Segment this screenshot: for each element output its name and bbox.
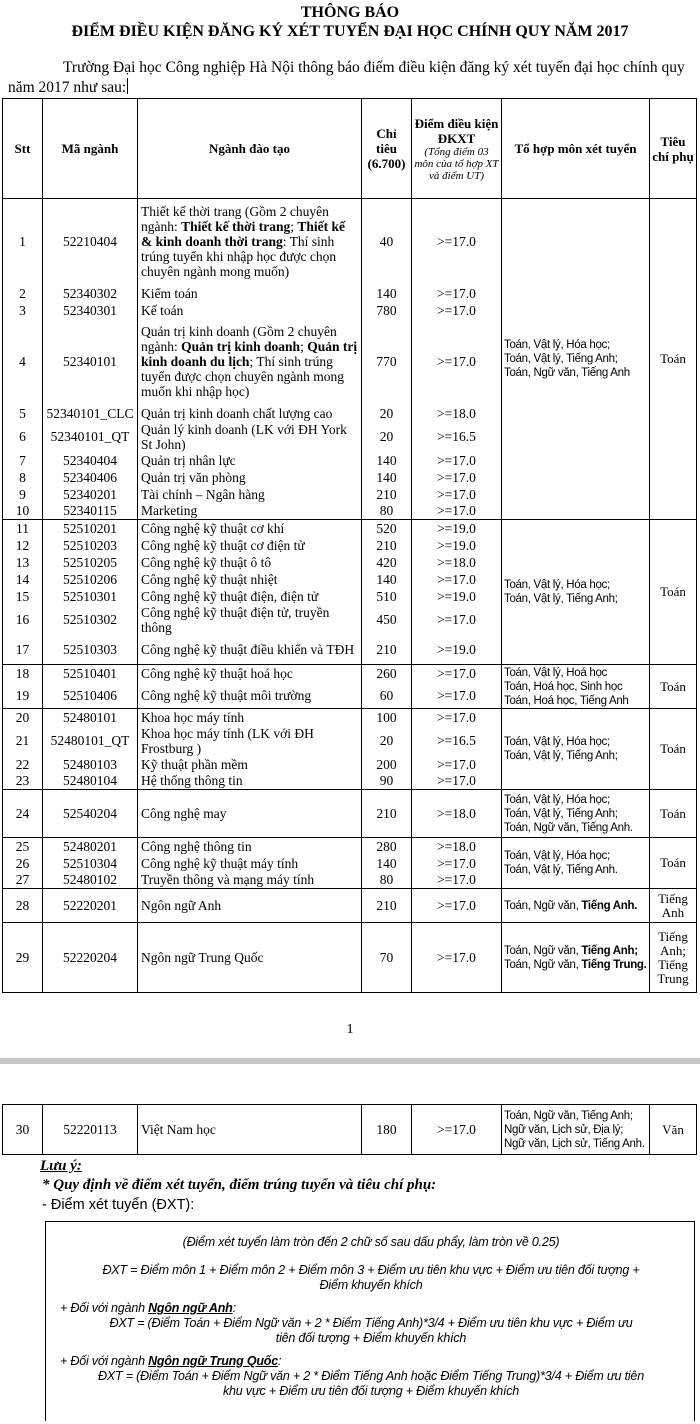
cell-code: 52480201 bbox=[43, 838, 138, 855]
cell-stt: 13 bbox=[3, 554, 43, 571]
cell-stt: 21 bbox=[3, 726, 43, 756]
cell-combination: Toán, Vật lý, Hoá học Toán, Hoá học, Sinh học Toán, Hoá học, Tiếng Anh bbox=[502, 665, 650, 709]
cell-stt: 24 bbox=[3, 790, 43, 838]
cell-stt: 16 bbox=[3, 605, 43, 635]
table-row bbox=[3, 199, 697, 285]
cell-score: >=17.0 bbox=[412, 683, 502, 709]
formula-chinese-heading: + Đối với ngành Ngôn ngữ Trung Quốc: bbox=[60, 1354, 282, 1368]
cell-major: Quản trị kinh doanh (Gồm 2 chuyên ngành: Quản trị kinh doanh; Quản trị kinh doanh du lịch; Thí sinh trúng tuyển được chọn chuyên ngành mong muốn khi nhập học) bbox=[138, 319, 362, 405]
cell-quota: 280 bbox=[362, 838, 412, 855]
cell-score: >=19.0 bbox=[412, 537, 502, 554]
cell-major: Ngôn ngữ Anh bbox=[138, 889, 362, 923]
cell-quota: 520 bbox=[362, 520, 412, 537]
cell-major: Công nghệ kỹ thuật ô tô bbox=[138, 554, 362, 571]
cell-stt: 30 bbox=[3, 1105, 43, 1155]
table-row bbox=[3, 520, 697, 537]
cell-code: 52510304 bbox=[43, 855, 138, 872]
cell-major: Thiết kế thời trang (Gồm 2 chuyên ngành: Thiết kế thời trang; Thiết kế & kinh doanh thời trang: Thí sinh trúng tuyển khi nhập học được chọn chuyên ngành mong muốn) bbox=[138, 199, 362, 285]
cell-quota: 450 bbox=[362, 605, 412, 635]
cell-score: >=17.0 bbox=[412, 923, 502, 993]
cell-code: 52510406 bbox=[43, 683, 138, 709]
cell-code: 52480103 bbox=[43, 756, 138, 773]
cell-major: Công nghệ kỹ thuật môi trường bbox=[138, 683, 362, 709]
cell-stt: 14 bbox=[3, 571, 43, 588]
cell-combination: Toán, Vật lý, Hóa học; Toán, Vật lý, Tiếng Anh; Toán, Ngữ văn, Tiếng Anh bbox=[502, 199, 650, 520]
cell-score: >=16.5 bbox=[412, 422, 502, 452]
cell-quota: 210 bbox=[362, 790, 412, 838]
formula-general-1: ĐXT = Điểm môn 1 + Điểm môn 2 + Điểm môn 3 + Điểm ưu tiên khu vực + Điểm ưu tiên đối tượng + bbox=[102, 1263, 640, 1277]
admission-table-continued bbox=[2, 1104, 697, 1155]
cell-major: Quản lý kinh doanh (LK với ĐH York St John) bbox=[138, 422, 362, 452]
cell-major: Công nghệ kỹ thuật cơ khí bbox=[138, 520, 362, 537]
cell-code: 52480104 bbox=[43, 773, 138, 790]
cell-score: >=17.0 bbox=[412, 571, 502, 588]
formula-english-1: ĐXT = (Điểm Toán + Điểm Ngữ văn + 2 * Điểm Tiếng Anh)*3/4 + Điểm ưu tiên khu vực + Điểm ưu bbox=[109, 1316, 633, 1330]
cell-stt: 6 bbox=[3, 422, 43, 452]
cell-code: 52510203 bbox=[43, 537, 138, 554]
formula-box bbox=[45, 1221, 695, 1421]
header-quota: Chỉ tiêu (6.700) bbox=[362, 99, 412, 199]
cell-code: 52510205 bbox=[43, 554, 138, 571]
cell-major: Ngôn ngữ Trung Quốc bbox=[138, 923, 362, 993]
cell-score: >=17.0 bbox=[412, 756, 502, 773]
formula-chinese-1: ĐXT = (Điểm Toán + Điểm Ngữ văn + 2 * Điểm Tiếng Anh hoặc Điểm Tiếng Trung)*3/4 + Điểm ưu tiên bbox=[98, 1369, 644, 1383]
cell-major: Công nghệ kỹ thuật nhiệt bbox=[138, 571, 362, 588]
cell-code: 52480101_QT bbox=[43, 726, 138, 756]
cell-quota: 90 bbox=[362, 773, 412, 790]
cell-major: Khoa học máy tính (LK với ĐH Frostburg ) bbox=[138, 726, 362, 756]
cell-quota: 770 bbox=[362, 319, 412, 405]
cell-major: Công nghệ kỹ thuật điều khiển và TĐH bbox=[138, 635, 362, 665]
cell-stt: 26 bbox=[3, 855, 43, 872]
cell-code: 52220113 bbox=[43, 1105, 138, 1155]
cell-score: >=17.0 bbox=[412, 605, 502, 635]
cell-stt: 19 bbox=[3, 683, 43, 709]
cell-code: 52510206 bbox=[43, 571, 138, 588]
formula-chinese-2: khu vực + Điểm ưu tiên đối tượng + Điểm khuyến khích bbox=[222, 1384, 520, 1398]
cell-major: Quản trị văn phòng bbox=[138, 469, 362, 486]
cell-code: 52210404 bbox=[43, 199, 138, 285]
formula-general-2: Điểm khuyến khích bbox=[319, 1278, 423, 1292]
cell-major: Kế toán bbox=[138, 302, 362, 319]
cell-score: >=17.0 bbox=[412, 773, 502, 790]
cell-criteria: Văn bbox=[650, 1105, 697, 1155]
cell-score: >=17.0 bbox=[412, 1105, 502, 1155]
cell-quota: 260 bbox=[362, 665, 412, 683]
cell-quota: 140 bbox=[362, 469, 412, 486]
cell-stt: 27 bbox=[3, 872, 43, 889]
cell-code: 52510302 bbox=[43, 605, 138, 635]
header-code: Mã ngành bbox=[43, 99, 138, 199]
cell-quota: 210 bbox=[362, 537, 412, 554]
table-body bbox=[3, 199, 697, 993]
page-2 bbox=[0, 1064, 700, 1424]
cell-stt: 25 bbox=[3, 838, 43, 855]
cell-stt: 22 bbox=[3, 756, 43, 773]
cell-combination: Toán, Ngữ văn, Tiếng Anh. bbox=[502, 889, 650, 923]
cell-code: 52340101_QT bbox=[43, 422, 138, 452]
cell-quota: 210 bbox=[362, 635, 412, 665]
cell-score: >=17.0 bbox=[412, 855, 502, 872]
cell-major: Công nghệ kỹ thuật máy tính bbox=[138, 855, 362, 872]
intro-paragraph: Trường Đại học Công nghiệp Hà Nội thông báo điểm điều kiện đăng ký xét tuyển đại học chính quy năm 2017 như sau: bbox=[8, 59, 685, 96]
cell-quota: 20 bbox=[362, 726, 412, 756]
cell-quota: 420 bbox=[362, 554, 412, 571]
cell-score: >=16.5 bbox=[412, 726, 502, 756]
cell-stt: 7 bbox=[3, 452, 43, 469]
cell-code: 52340201 bbox=[43, 486, 138, 503]
cell-code: 52510401 bbox=[43, 665, 138, 683]
cell-stt: 12 bbox=[3, 537, 43, 554]
cell-stt: 3 bbox=[3, 302, 43, 319]
cell-score: >=17.0 bbox=[412, 872, 502, 889]
cell-quota: 140 bbox=[362, 285, 412, 302]
cell-combination: Toán, Ngữ văn, Tiếng Anh; Ngữ văn, Lịch sử, Địa lý; Ngữ văn, Lịch sử, Tiếng Anh. bbox=[502, 1105, 650, 1155]
cell-code: 52220201 bbox=[43, 889, 138, 923]
cell-score: >=17.0 bbox=[412, 199, 502, 285]
cell-criteria: Toán bbox=[650, 199, 697, 520]
table-header-row bbox=[3, 99, 697, 199]
cell-stt: 29 bbox=[3, 923, 43, 993]
cell-stt: 20 bbox=[3, 709, 43, 726]
cell-quota: 140 bbox=[362, 571, 412, 588]
cell-code: 52340302 bbox=[43, 285, 138, 302]
cell-combination: Toán, Ngữ văn, Tiếng Anh; Toán, Ngữ văn, Tiếng Trung. bbox=[502, 923, 650, 993]
formula-rounding: (Điểm xét tuyển làm tròn đến 2 chữ số sau dấu phẩy, làm tròn về 0.25) bbox=[182, 1235, 560, 1249]
notice-title: THÔNG BÁO bbox=[300, 4, 400, 21]
cell-major: Việt Nam học bbox=[138, 1105, 362, 1155]
cell-combination: Toán, Vật lý, Hóa học; Toán, Vật lý, Tiếng Anh; Toán, Ngữ văn, Tiếng Anh. bbox=[502, 790, 650, 838]
cell-major: Kiểm toán bbox=[138, 285, 362, 302]
table-row bbox=[3, 838, 697, 855]
cell-quota: 100 bbox=[362, 709, 412, 726]
cell-code: 52340115 bbox=[43, 503, 138, 520]
cell-criteria: Tiếng Anh; Tiếng Trung bbox=[650, 923, 697, 993]
cell-score: >=17.0 bbox=[412, 452, 502, 469]
cell-stt: 23 bbox=[3, 773, 43, 790]
cell-stt: 15 bbox=[3, 588, 43, 605]
cell-code: 52220204 bbox=[43, 923, 138, 993]
cell-code: 52340406 bbox=[43, 469, 138, 486]
header-major: Ngành đào tạo bbox=[138, 99, 362, 199]
cell-major: Khoa học máy tính bbox=[138, 709, 362, 726]
cell-stt: 11 bbox=[3, 520, 43, 537]
cell-code: 52340404 bbox=[43, 452, 138, 469]
cell-criteria: Toán bbox=[650, 520, 697, 665]
cell-quota: 140 bbox=[362, 452, 412, 469]
cell-quota: 140 bbox=[362, 855, 412, 872]
cell-score: >=17.0 bbox=[412, 486, 502, 503]
cell-stt: 2 bbox=[3, 285, 43, 302]
cell-major: Công nghệ kỹ thuật cơ điện tử bbox=[138, 537, 362, 554]
cell-code: 52510301 bbox=[43, 588, 138, 605]
cell-stt: 28 bbox=[3, 889, 43, 923]
table-row bbox=[3, 790, 697, 838]
cell-score: >=17.0 bbox=[412, 302, 502, 319]
cell-quota: 200 bbox=[362, 756, 412, 773]
cell-major: Tài chính – Ngân hàng bbox=[138, 486, 362, 503]
header-combination: Tổ hợp môn xét tuyển bbox=[502, 99, 650, 199]
cell-major: Công nghệ may bbox=[138, 790, 362, 838]
cell-quota: 80 bbox=[362, 503, 412, 520]
table-row bbox=[3, 709, 697, 726]
cell-major: Hệ thống thông tin bbox=[138, 773, 362, 790]
cell-criteria: Toán bbox=[650, 838, 697, 889]
cell-score: >=17.0 bbox=[412, 709, 502, 726]
cell-score: >=17.0 bbox=[412, 319, 502, 405]
table-row bbox=[3, 665, 697, 683]
cell-major: Truyền thông và mạng máy tính bbox=[138, 872, 362, 889]
cell-code: 52340101_CLC bbox=[43, 405, 138, 422]
cell-major: Công nghệ kỹ thuật hoá học bbox=[138, 665, 362, 683]
cell-combination: Toán, Vật lý, Hóa học; Toán, Vật lý, Tiếng Anh; bbox=[502, 520, 650, 665]
cell-major: Công nghệ kỹ thuật điện, điện tử bbox=[138, 588, 362, 605]
cell-score: >=18.0 bbox=[412, 790, 502, 838]
header-criteria: Tiêu chí phụ bbox=[650, 99, 697, 199]
table-row bbox=[3, 889, 697, 923]
text-cursor bbox=[127, 78, 128, 94]
cell-criteria: Tiếng Anh bbox=[650, 889, 697, 923]
cell-code: 52340301 bbox=[43, 302, 138, 319]
cell-code: 52480101 bbox=[43, 709, 138, 726]
cell-code: 52340101 bbox=[43, 319, 138, 405]
table-row bbox=[3, 1105, 697, 1155]
cell-quota: 210 bbox=[362, 889, 412, 923]
cell-stt: 10 bbox=[3, 503, 43, 520]
cell-major: Công nghệ kỹ thuật điện tử, truyền thông bbox=[138, 605, 362, 635]
cell-major: Công nghệ thông tin bbox=[138, 838, 362, 855]
cell-stt: 1 bbox=[3, 199, 43, 285]
cell-quota: 80 bbox=[362, 872, 412, 889]
notice-subtitle: ĐIỂM ĐIỀU KIỆN ĐĂNG KÝ XÉT TUYỂN ĐẠI HỌC CHÍNH QUY NĂM 2017 bbox=[71, 23, 629, 40]
formula-english-heading: + Đối với ngành Ngôn ngữ Anh: bbox=[60, 1301, 236, 1315]
cell-stt: 18 bbox=[3, 665, 43, 683]
cell-quota: 20 bbox=[362, 422, 412, 452]
cell-score: >=17.0 bbox=[412, 469, 502, 486]
cell-score: >=17.0 bbox=[412, 665, 502, 683]
cell-criteria: Toán bbox=[650, 790, 697, 838]
cell-criteria: Toán bbox=[650, 665, 697, 709]
header-score: Điểm điều kiện ĐKXT (Tổng điểm 03 môn của tổ hợp XT và điểm UT) bbox=[412, 99, 502, 199]
note-rule: * Quy định về điểm xét tuyển, điểm trúng tuyển và tiêu chí phụ: bbox=[42, 1177, 437, 1193]
cell-quota: 20 bbox=[362, 405, 412, 422]
cell-score: >=17.0 bbox=[412, 285, 502, 302]
cell-stt: 8 bbox=[3, 469, 43, 486]
formula-english-2: tiên đối tượng + Điểm khuyến khích bbox=[275, 1331, 467, 1345]
cell-code: 52510303 bbox=[43, 635, 138, 665]
cell-score: >=19.0 bbox=[412, 588, 502, 605]
table-row bbox=[3, 923, 697, 993]
cell-score: >=19.0 bbox=[412, 635, 502, 665]
cell-score: >=17.0 bbox=[412, 503, 502, 520]
page-number: 1 bbox=[346, 1022, 354, 1037]
cell-score: >=17.0 bbox=[412, 889, 502, 923]
note-dxt: - Điểm xét tuyển (ĐXT): bbox=[42, 1197, 195, 1213]
cell-code: 52510201 bbox=[43, 520, 138, 537]
cell-combination: Toán, Vật lý, Hóa học; Toán, Vật lý, Tiếng Anh. bbox=[502, 838, 650, 889]
cell-score: >=18.0 bbox=[412, 405, 502, 422]
cell-major: Quản trị kinh doanh chất lượng cao bbox=[138, 405, 362, 422]
cell-major: Quản trị nhân lực bbox=[138, 452, 362, 469]
cell-quota: 60 bbox=[362, 683, 412, 709]
cell-code: 52540204 bbox=[43, 790, 138, 838]
cell-quota: 210 bbox=[362, 486, 412, 503]
cell-major: Marketing bbox=[138, 503, 362, 520]
cell-score: >=18.0 bbox=[412, 838, 502, 855]
cell-quota: 40 bbox=[362, 199, 412, 285]
cell-stt: 5 bbox=[3, 405, 43, 422]
cell-score: >=19.0 bbox=[412, 520, 502, 537]
header-stt: Stt bbox=[3, 99, 43, 199]
admission-table bbox=[2, 98, 697, 993]
cell-code: 52480102 bbox=[43, 872, 138, 889]
cell-score: >=18.0 bbox=[412, 554, 502, 571]
cell-quota: 70 bbox=[362, 923, 412, 993]
cell-stt: 17 bbox=[3, 635, 43, 665]
note-label: Lưu ý: bbox=[40, 1158, 82, 1174]
cell-stt: 4 bbox=[3, 319, 43, 405]
cell-quota: 180 bbox=[362, 1105, 412, 1155]
cell-quota: 510 bbox=[362, 588, 412, 605]
cell-stt: 9 bbox=[3, 486, 43, 503]
cell-quota: 780 bbox=[362, 302, 412, 319]
cell-combination: Toán, Vật lý, Hóa học; Toán, Vật lý, Tiếng Anh; bbox=[502, 709, 650, 790]
cell-criteria: Toán bbox=[650, 709, 697, 790]
cell-major: Kỹ thuật phần mềm bbox=[138, 756, 362, 773]
